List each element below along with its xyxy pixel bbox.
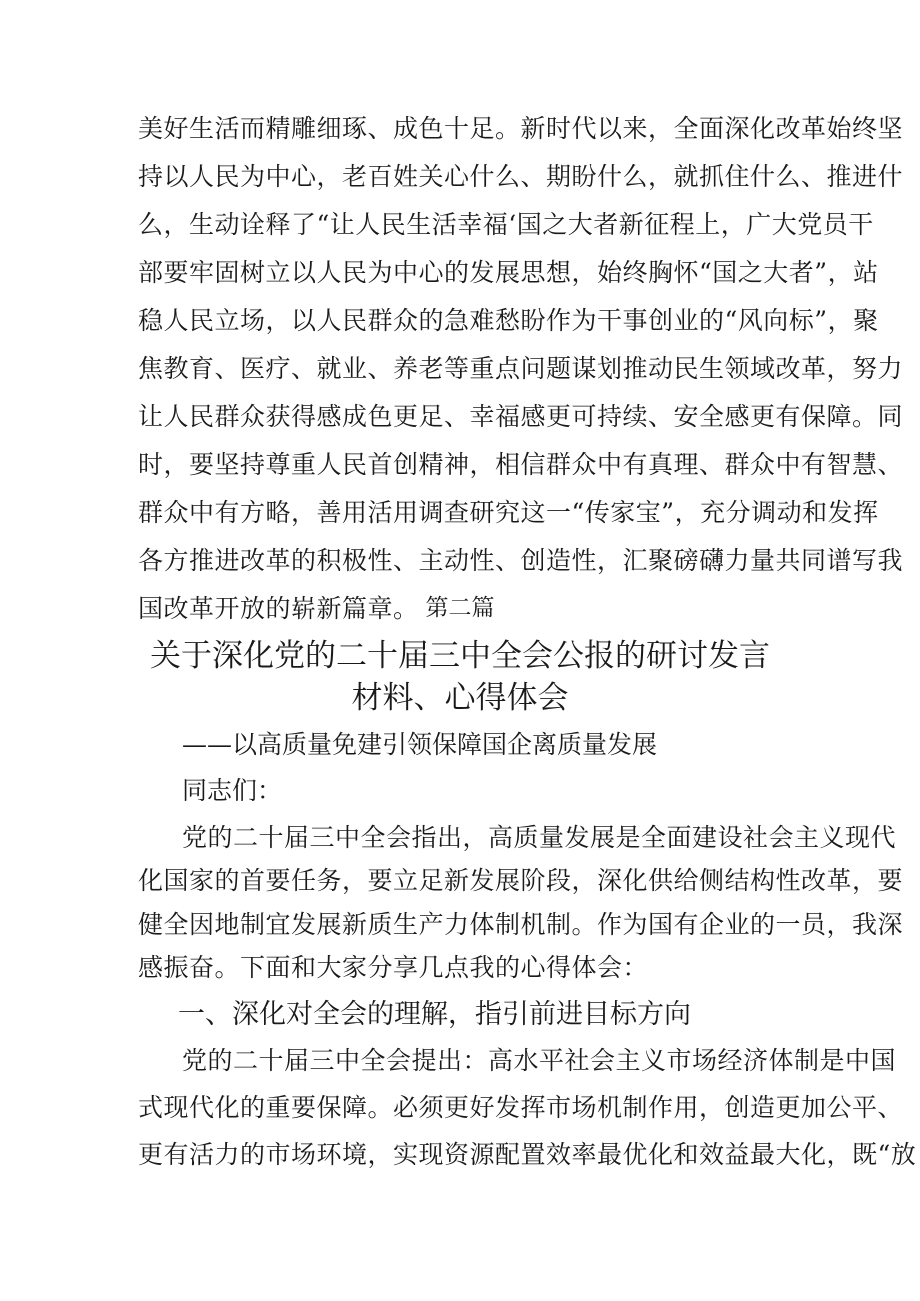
paragraph-line: 焦教育、医疗、就业、养老等重点问题谋划推动民生领域改革，努力 — [138, 354, 904, 383]
paragraph-line: 部要牢固树立以人民为中心的发展思想，始终胸怀“国之大者”，站 — [138, 258, 879, 287]
paragraph-line: 感振奋。下面和大家分享几点我的心得体会： — [138, 953, 649, 982]
paragraph-line: 更有活力的市场环境，实现资源配置效率最优化和效益最大化，既“放 — [138, 1140, 917, 1169]
paragraph-line: 健全因地制宜发展新质生产力体制机制。作为国有企业的一员，我深 — [138, 910, 904, 939]
paragraph-line: 国改革开放的崭新篇章。 — [138, 594, 419, 623]
paragraph-line: 让人民群众获得感成色更足、幸福感更可持续、安全感更有保障。同 — [138, 402, 904, 431]
paragraph-line: 群众中有方略，善用活用调查研究这一“传家宝”，充分调动和发挥 — [138, 498, 879, 527]
paragraph-line: 持以人民为中心，老百姓关心什么、期盼什么，就抓住什么、推进什 — [138, 162, 904, 191]
paragraph-line: 各方推进改革的积极性、主动性、创造性，汇聚磅礴力量共同谱写我 — [138, 546, 904, 575]
paragraph-line: 党的二十届三中全会提出：高水平社会主义市场经济体制是中国 — [182, 1046, 897, 1075]
article-subtitle: ——以高质量免建引领保障国企离质量发展 — [182, 730, 658, 759]
salutation: 同志们： — [182, 776, 283, 805]
article-title-line1: 关于深化党的二十届三中全会公报的研讨发言 — [150, 638, 770, 674]
paragraph-line: 化国家的首要任务，要立足新发展阶段，深化供给侧结构性改革，要 — [138, 866, 904, 895]
part-label: 第二篇 — [425, 595, 495, 621]
paragraph-line: 时，要坚持尊重人民首创精神，相信群众中有真理、群众中有智慧、 — [138, 450, 904, 479]
paragraph-line: 式现代化的重要保障。必须更好发挥市场机制作用，创造更加公平、 — [138, 1093, 904, 1122]
paragraph-line: 党的二十届三中全会指出，高质量发展是全面建设社会主义现代 — [182, 823, 897, 852]
paragraph-line: 么，生动诠释了“让人民生活幸福‘国之大者新征程上，广大党员干 — [138, 210, 874, 239]
section-heading: 一、深化对全会的理解，指引前进目标方向 — [178, 999, 691, 1030]
paragraph-line: 美好生活而精雕细琢、成色十足。新时代以来，全面深化改革始终坚 — [138, 114, 904, 143]
article-title-line2: 材料、心得体会 — [351, 680, 569, 716]
paragraph-line: 稳人民立场，以人民群众的急难愁盼作为干事创业的“风向标”，聚 — [138, 306, 879, 335]
